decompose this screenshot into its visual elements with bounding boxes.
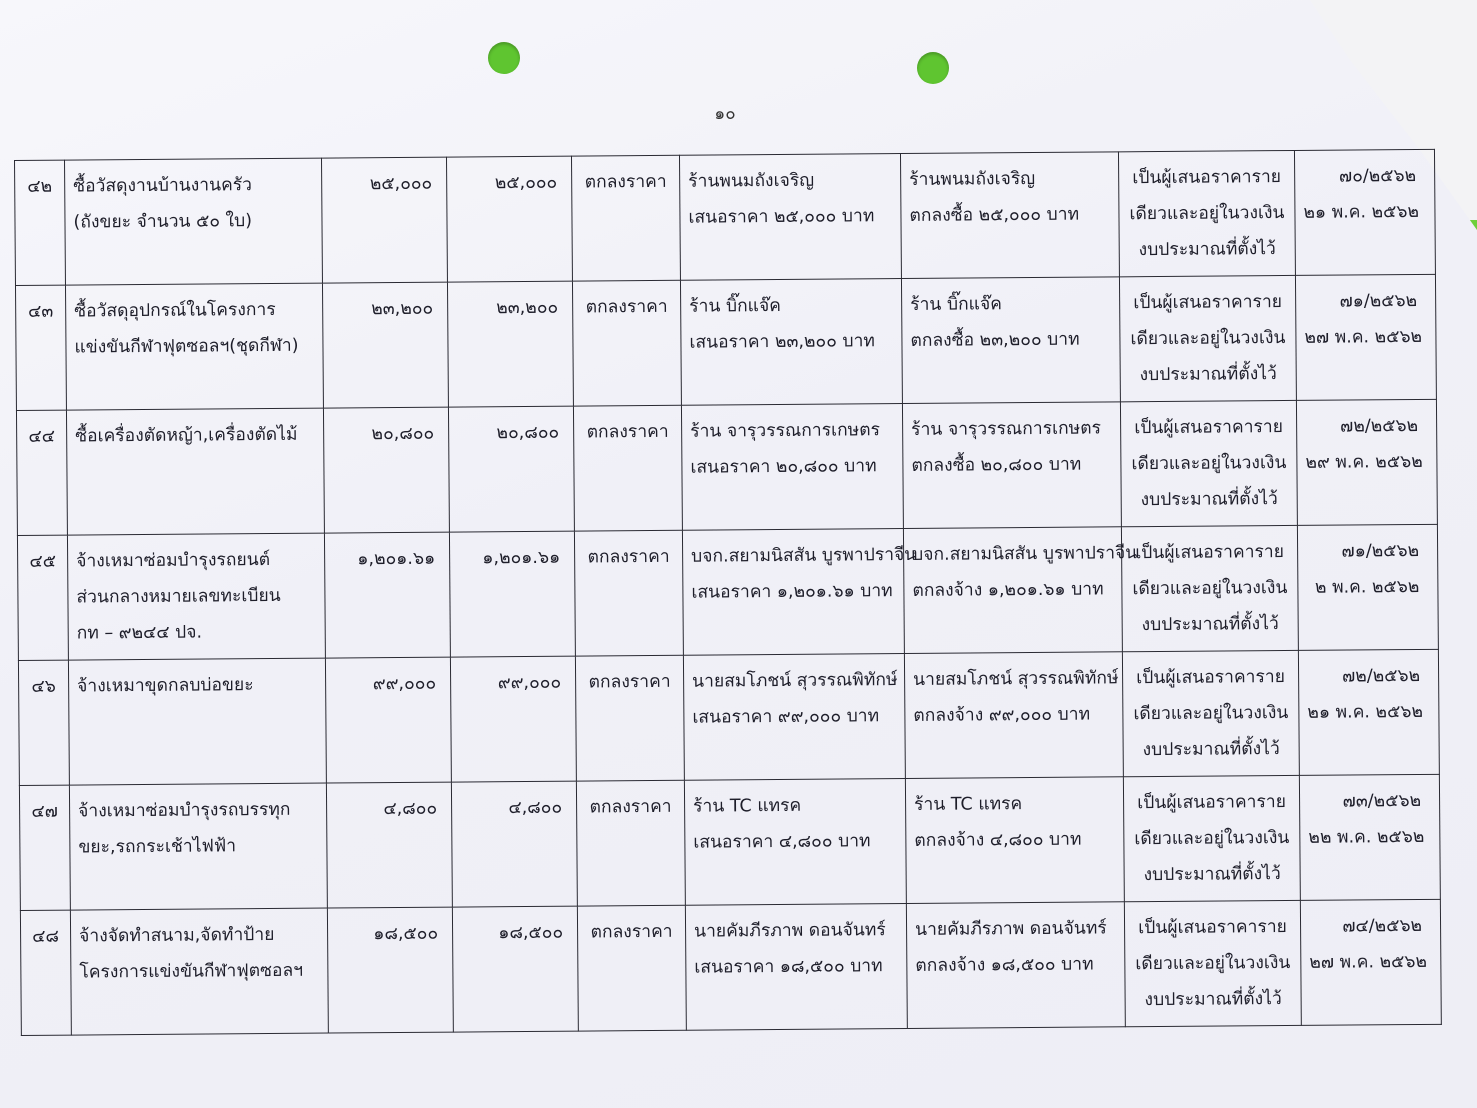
item-description: [68, 658, 326, 785]
selection-reason-line: เป็นผู้เสนอราคาราย: [1132, 167, 1282, 189]
row-number: ๔๘: [20, 910, 71, 1035]
table-row: [15, 274, 1436, 410]
contract-info-line: ๒๙ พ.ค. ๒๕๖๒: [1305, 451, 1423, 473]
winner-info-line: ตกลงจ้าง ๙๙,๐๐๐ บาท: [913, 704, 1091, 726]
winner-info-line: ตกลงซื้อ ๒๐,๘๐๐ บาท: [911, 454, 1082, 476]
contract-info-line: ๗๐/๒๕๖๒: [1338, 165, 1417, 187]
winner-info-line: ตกลงจ้าง ๑,๒๐๑.๖๑ บาท: [912, 579, 1104, 601]
item-description-line: ซื้อวัสดุอุปกรณ์ในโครงการ: [74, 299, 276, 322]
contract-info-line: ๗๒/๒๕๖๒: [1340, 415, 1419, 437]
table-body: [15, 149, 1442, 1035]
median-price: ๑๘,๕๐๐: [452, 906, 578, 1032]
bidder-info-line: บจก.สยามนิสสัน บูรพาปราจีน: [691, 544, 917, 567]
row-number: ๔๔: [16, 410, 67, 535]
punch-hole-left: [488, 42, 520, 74]
procurement-method: ตกลงราคา: [572, 280, 681, 406]
selection-reason-line: เดียวและอยู่ในวงเงิน: [1132, 578, 1288, 600]
item-description-line: จ้างเหมาซ่อมบำรุงรถยนต์: [76, 550, 271, 572]
item-description-line: จ้างจัดทำสนาม,จัดทำป้าย: [79, 924, 275, 947]
budget-amount: ๒๕,๐๐๐: [321, 157, 447, 283]
bidder-info-line: เสนอราคา ๔,๘๐๐ บาท: [693, 831, 871, 853]
winner-info-line: ตกลงจ้าง ๑๘,๕๐๐ บาท: [915, 954, 1094, 976]
selection-reason-line: เป็นผู้เสนอราคาราย: [1138, 917, 1287, 939]
bidder-info: [684, 779, 906, 906]
item-description-line: ส่วนกลางหมายเลขทะเบียน: [76, 585, 281, 608]
selection-reason: [1119, 275, 1296, 401]
contract-info: [1294, 149, 1435, 275]
winner-info-line: ร้าน บิ๊กแจ๊ค: [910, 294, 1002, 315]
contract-info-line: ๗๒/๒๕๖๒: [1342, 665, 1421, 687]
winner-info: [906, 902, 1125, 1029]
bidder-info: [681, 404, 903, 531]
winner-info-line: ตกลงซื้อ ๒๕,๐๐๐ บาท: [909, 204, 1080, 226]
budget-amount: ๔,๘๐๐: [326, 782, 452, 908]
selection-reason-line: เป็นผู้เสนอราคาราย: [1136, 667, 1286, 689]
selection-reason: [1122, 650, 1299, 776]
item-description: [70, 908, 328, 1035]
bidder-info: [679, 154, 901, 281]
selection-reason: [1118, 150, 1295, 276]
bidder-info: [685, 904, 907, 1031]
contract-info: [1295, 274, 1436, 400]
selection-reason-line: งบประมาณที่ตั้งไว้: [1140, 489, 1278, 511]
winner-info-line: บจก.สยามนิสสัน บูรพาปราจีน: [912, 543, 1138, 565]
item-description-line: ซื้อวัสดุงานบ้านงานครัว: [73, 175, 253, 197]
winner-info: [905, 777, 1124, 904]
budget-amount: ๒๐,๘๐๐: [323, 407, 449, 533]
contract-info-line: ๒ พ.ค. ๒๕๖๒: [1314, 576, 1420, 598]
procurement-method: ตกลงราคา: [573, 405, 682, 531]
selection-reason-line: งบประมาณที่ตั้งไว้: [1142, 739, 1280, 761]
contract-info-line: ๒๒ พ.ค. ๒๕๖๒: [1308, 826, 1425, 848]
page-number: ๑๐: [714, 104, 736, 124]
procurement-method: ตกลงราคา: [571, 155, 680, 281]
contract-info: [1297, 524, 1438, 650]
contract-info-line: ๒๗ พ.ค. ๒๕๖๒: [1309, 951, 1428, 973]
row-number: ๔๓: [15, 285, 66, 410]
bidder-info: [680, 279, 902, 406]
bidder-info-line: เสนอราคา ๒๓,๒๐๐ บาท: [689, 331, 875, 353]
selection-reason: [1121, 525, 1298, 651]
item-description-line: ขยะ,รถกระเช้าไฟฟ้า: [78, 836, 237, 858]
table-row: [20, 899, 1441, 1035]
item-description: [65, 283, 323, 410]
winner-info-line: นายสมโภชน์ สุวรรณพิทักษ์: [913, 668, 1119, 690]
selection-reason-line: เดียวและอยู่ในวงเงิน: [1131, 453, 1287, 475]
selection-reason: [1123, 775, 1300, 901]
selection-reason-line: เดียวและอยู่ในวงเงิน: [1135, 953, 1291, 975]
winner-info-line: ตกลงซื้อ ๒๓,๒๐๐ บาท: [910, 329, 1080, 351]
contract-info: [1299, 774, 1440, 900]
item-description-line: โครงการแข่งขันกีฬาฟุตซอลฯ: [79, 960, 304, 983]
contract-info-line: ๗๑/๒๕๖๒: [1341, 540, 1420, 562]
contract-info: [1296, 399, 1437, 525]
budget-amount: ๙๙,๐๐๐: [325, 657, 451, 783]
procurement-method: ตกลงราคา: [577, 905, 686, 1031]
median-price: ๒๓,๒๐๐: [447, 281, 573, 407]
selection-reason-line: เป็นผู้เสนอราคาราย: [1133, 292, 1283, 314]
procurement-method: ตกลงราคา: [574, 530, 683, 656]
procurement-method: ตกลงราคา: [575, 655, 684, 781]
procurement-table-container: [14, 149, 1440, 1011]
bidder-info-line: เสนอราคา ๒๐,๘๐๐ บาท: [690, 456, 877, 478]
winner-info-line: ร้าน TC แทรค: [914, 794, 1023, 815]
winner-info-line: ร้าน จารุวรรณการเกษตร: [911, 418, 1102, 440]
selection-reason-line: งบประมาณที่ตั้งไว้: [1138, 239, 1276, 261]
contract-info-line: ๒๗ พ.ค. ๒๕๖๒: [1304, 326, 1423, 348]
selection-reason: [1124, 900, 1301, 1026]
selection-reason-line: งบประมาณที่ตั้งไว้: [1141, 614, 1279, 636]
winner-info-line: นายคัมภีรภาพ ดอนจันทร์: [914, 918, 1107, 940]
bidder-info-line: เสนอราคา ๒๕,๐๐๐ บาท: [688, 206, 875, 228]
selection-reason-line: งบประมาณที่ตั้งไว้: [1144, 989, 1282, 1011]
item-description-line: ซื้อเครื่องตัดหญ้า,เครื่องตัดไม้: [75, 424, 298, 447]
bidder-info-line: ร้าน บิ๊กแจ๊ค: [689, 295, 781, 317]
bidder-info-line: ร้าน TC แทรค: [693, 795, 802, 817]
selection-reason-line: เดียวและอยู่ในวงเงิน: [1129, 203, 1285, 225]
table-row: [16, 399, 1437, 535]
item-description: [69, 783, 327, 910]
item-description-line: (ถังขยะ จำนวน ๕๐ ใบ): [73, 211, 253, 233]
row-number: ๔๗: [19, 785, 70, 910]
winner-info-line: ตกลงจ้าง ๔,๘๐๐ บาท: [914, 829, 1082, 851]
bidder-info-line: ร้านพนมถังเจริญ: [688, 170, 815, 192]
selection-reason-line: เดียวและอยู่ในวงเงิน: [1133, 703, 1289, 725]
bidder-info-line: นายสมโภชน์ สุวรรณพิทักษ์: [692, 670, 898, 692]
budget-amount: ๑๘,๕๐๐: [327, 907, 453, 1033]
selection-reason: [1120, 400, 1297, 526]
winner-info: [901, 277, 1120, 404]
median-price: ๙๙,๐๐๐: [450, 656, 576, 782]
contract-info-line: ๒๑ พ.ค. ๒๕๖๒: [1307, 701, 1424, 723]
contract-info-line: ๗๓/๒๕๖๒: [1342, 790, 1422, 812]
bidder-info: [683, 654, 905, 781]
punch-hole-right: [917, 52, 949, 84]
budget-amount: ๑,๒๐๑.๖๑: [324, 532, 450, 658]
table-row: [19, 774, 1440, 910]
bidder-info: [682, 529, 917, 656]
row-number: ๔๒: [15, 160, 66, 285]
bidder-info-line: เสนอราคา ๑๘,๕๐๐ บาท: [694, 956, 883, 978]
item-description-line: จ้างเหมาขุดกลบบ่อขยะ: [77, 675, 254, 697]
item-description-line: จ้างเหมาซ่อมบำรุงรถบรรทุก: [78, 799, 291, 822]
table-row: [15, 149, 1436, 285]
contract-info-line: ๗๑/๒๕๖๒: [1339, 290, 1418, 312]
winner-info: [904, 652, 1123, 779]
selection-reason-line: เป็นผู้เสนอราคาราย: [1135, 542, 1285, 564]
procurement-method: ตกลงราคา: [576, 780, 685, 906]
contract-info: [1300, 899, 1441, 1025]
contract-info: [1298, 649, 1439, 775]
bidder-info-line: เสนอราคา ๙๙,๐๐๐ บาท: [692, 706, 880, 728]
selection-reason-line: เป็นผู้เสนอราคาราย: [1137, 792, 1287, 814]
selection-reason-line: งบประมาณที่ตั้งไว้: [1143, 864, 1281, 886]
budget-amount: ๒๓,๒๐๐: [322, 282, 448, 408]
selection-reason-line: งบประมาณที่ตั้งไว้: [1139, 364, 1277, 386]
procurement-table: [14, 149, 1442, 1036]
median-price: ๒๐,๘๐๐: [448, 406, 574, 532]
contract-info-line: ๗๔/๒๕๖๒: [1342, 915, 1423, 937]
bidder-info-line: นายคัมภีรภาพ ดอนจันทร์: [694, 920, 886, 942]
row-number: ๔๖: [18, 660, 69, 785]
bidder-info-line: ร้าน จารุวรรณการเกษตร: [690, 420, 881, 442]
selection-reason-line: เดียวและอยู่ในวงเงิน: [1130, 328, 1286, 350]
item-description: [67, 533, 325, 660]
item-description-line: กท – ๙๒๔๔ ปจ.: [76, 622, 203, 644]
contract-info-line: ๒๑ พ.ค. ๒๕๖๒: [1303, 201, 1420, 223]
bidder-info-line: เสนอราคา ๑,๒๐๑.๖๑ บาท: [691, 581, 893, 603]
winner-info: [903, 527, 1138, 654]
median-price: ๒๕,๐๐๐: [446, 156, 572, 282]
winner-info: [902, 402, 1121, 529]
item-description: [66, 408, 324, 535]
selection-reason-line: เป็นผู้เสนอราคาราย: [1134, 417, 1284, 439]
item-description-line: แข่งขันกีฬาฟุตซอลฯ(ชุดกีฬา): [74, 335, 299, 358]
table-row: [18, 649, 1439, 785]
item-description: [65, 158, 323, 285]
row-number: ๔๕: [17, 535, 68, 660]
winner-info: [900, 152, 1119, 279]
table-row: [17, 524, 1438, 660]
winner-info-line: ร้านพนมถังเจริญ: [909, 168, 1036, 190]
median-price: ๔,๘๐๐: [451, 781, 577, 907]
selection-reason-line: เดียวและอยู่ในวงเงิน: [1134, 828, 1290, 850]
median-price: ๑,๒๐๑.๖๑: [449, 531, 575, 657]
